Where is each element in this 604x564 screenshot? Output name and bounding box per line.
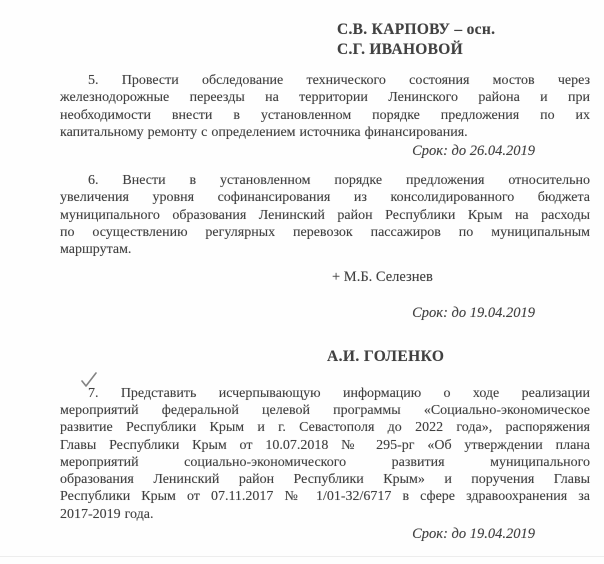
approver-golenko: А.И. ГОЛЕНКО (327, 347, 445, 365)
addressee-block (337, 20, 590, 60)
paragraph-7-lines (60, 385, 590, 523)
text-line: 6. Внести в установленном порядке предложения относительно (88, 173, 590, 189)
text-line: мероприятий социально-экономического развития муниципального (60, 454, 590, 470)
paragraph-item-5 (60, 72, 590, 141)
text-line: по осуществлению регулярных перевозок пассажиров по муниципальным (60, 225, 590, 241)
text-line: 7. Представить исчерпывающую информацию о ходе реализации (88, 385, 590, 401)
paragraph-item-7 (60, 385, 590, 523)
text-line: развитие Республики Крым и г. Севастополя до 2022 года», распоряжения (60, 420, 590, 436)
paragraph-item-6 (60, 172, 590, 258)
text-line: Республики Крым от 07.11.2017 № 1/01-32/6717 в сфере здравоохранения за (60, 489, 590, 505)
text-line: 2017-2019 года. (60, 506, 154, 522)
addressee-line-karpov: С.В. КАРПОВУ – осн. (337, 21, 496, 38)
scan-edge-artifact (0, 556, 604, 557)
handwritten-checkmark-icon (80, 371, 98, 389)
text-line: маршрутам. (60, 242, 132, 258)
text-line: 5. Провести обследование технического состояния мостов через (88, 73, 590, 88)
addressee-line-ivanova: С.Г. ИВАНОВОЙ (337, 41, 464, 58)
text-line: мероприятий федеральной целевой программы «Социально-экономическое (60, 402, 590, 418)
deadline-item-6: Срок: до 19.04.2019 (412, 304, 535, 321)
text-line: образования Ленинский район Республики Крым» и поручения Главы (60, 472, 590, 488)
text-line: увеличения уровня софинансирования из консолидированного бюджета (60, 190, 590, 206)
text-line: муниципального образования Ленинский район Республики Крым на расходы (60, 207, 590, 223)
text-line: необходимости внести в установленном порядке предложения по их (60, 107, 590, 123)
deadline-item-5: Срок: до 26.04.2019 (412, 143, 535, 160)
text-line: Главы Республики Крым от 10.07.2018 № 295-рг «Об утверждении плана (60, 437, 590, 453)
signature-seleznev: + М.Б. Селезнев (332, 268, 433, 285)
text-line: железнодорожные переезды на территории Ленинского района и при (60, 90, 590, 106)
text-line: капитальному ремонту с определением источника финансирования. (60, 124, 468, 140)
deadline-item-7: Срок: до 19.04.2019 (412, 526, 535, 543)
